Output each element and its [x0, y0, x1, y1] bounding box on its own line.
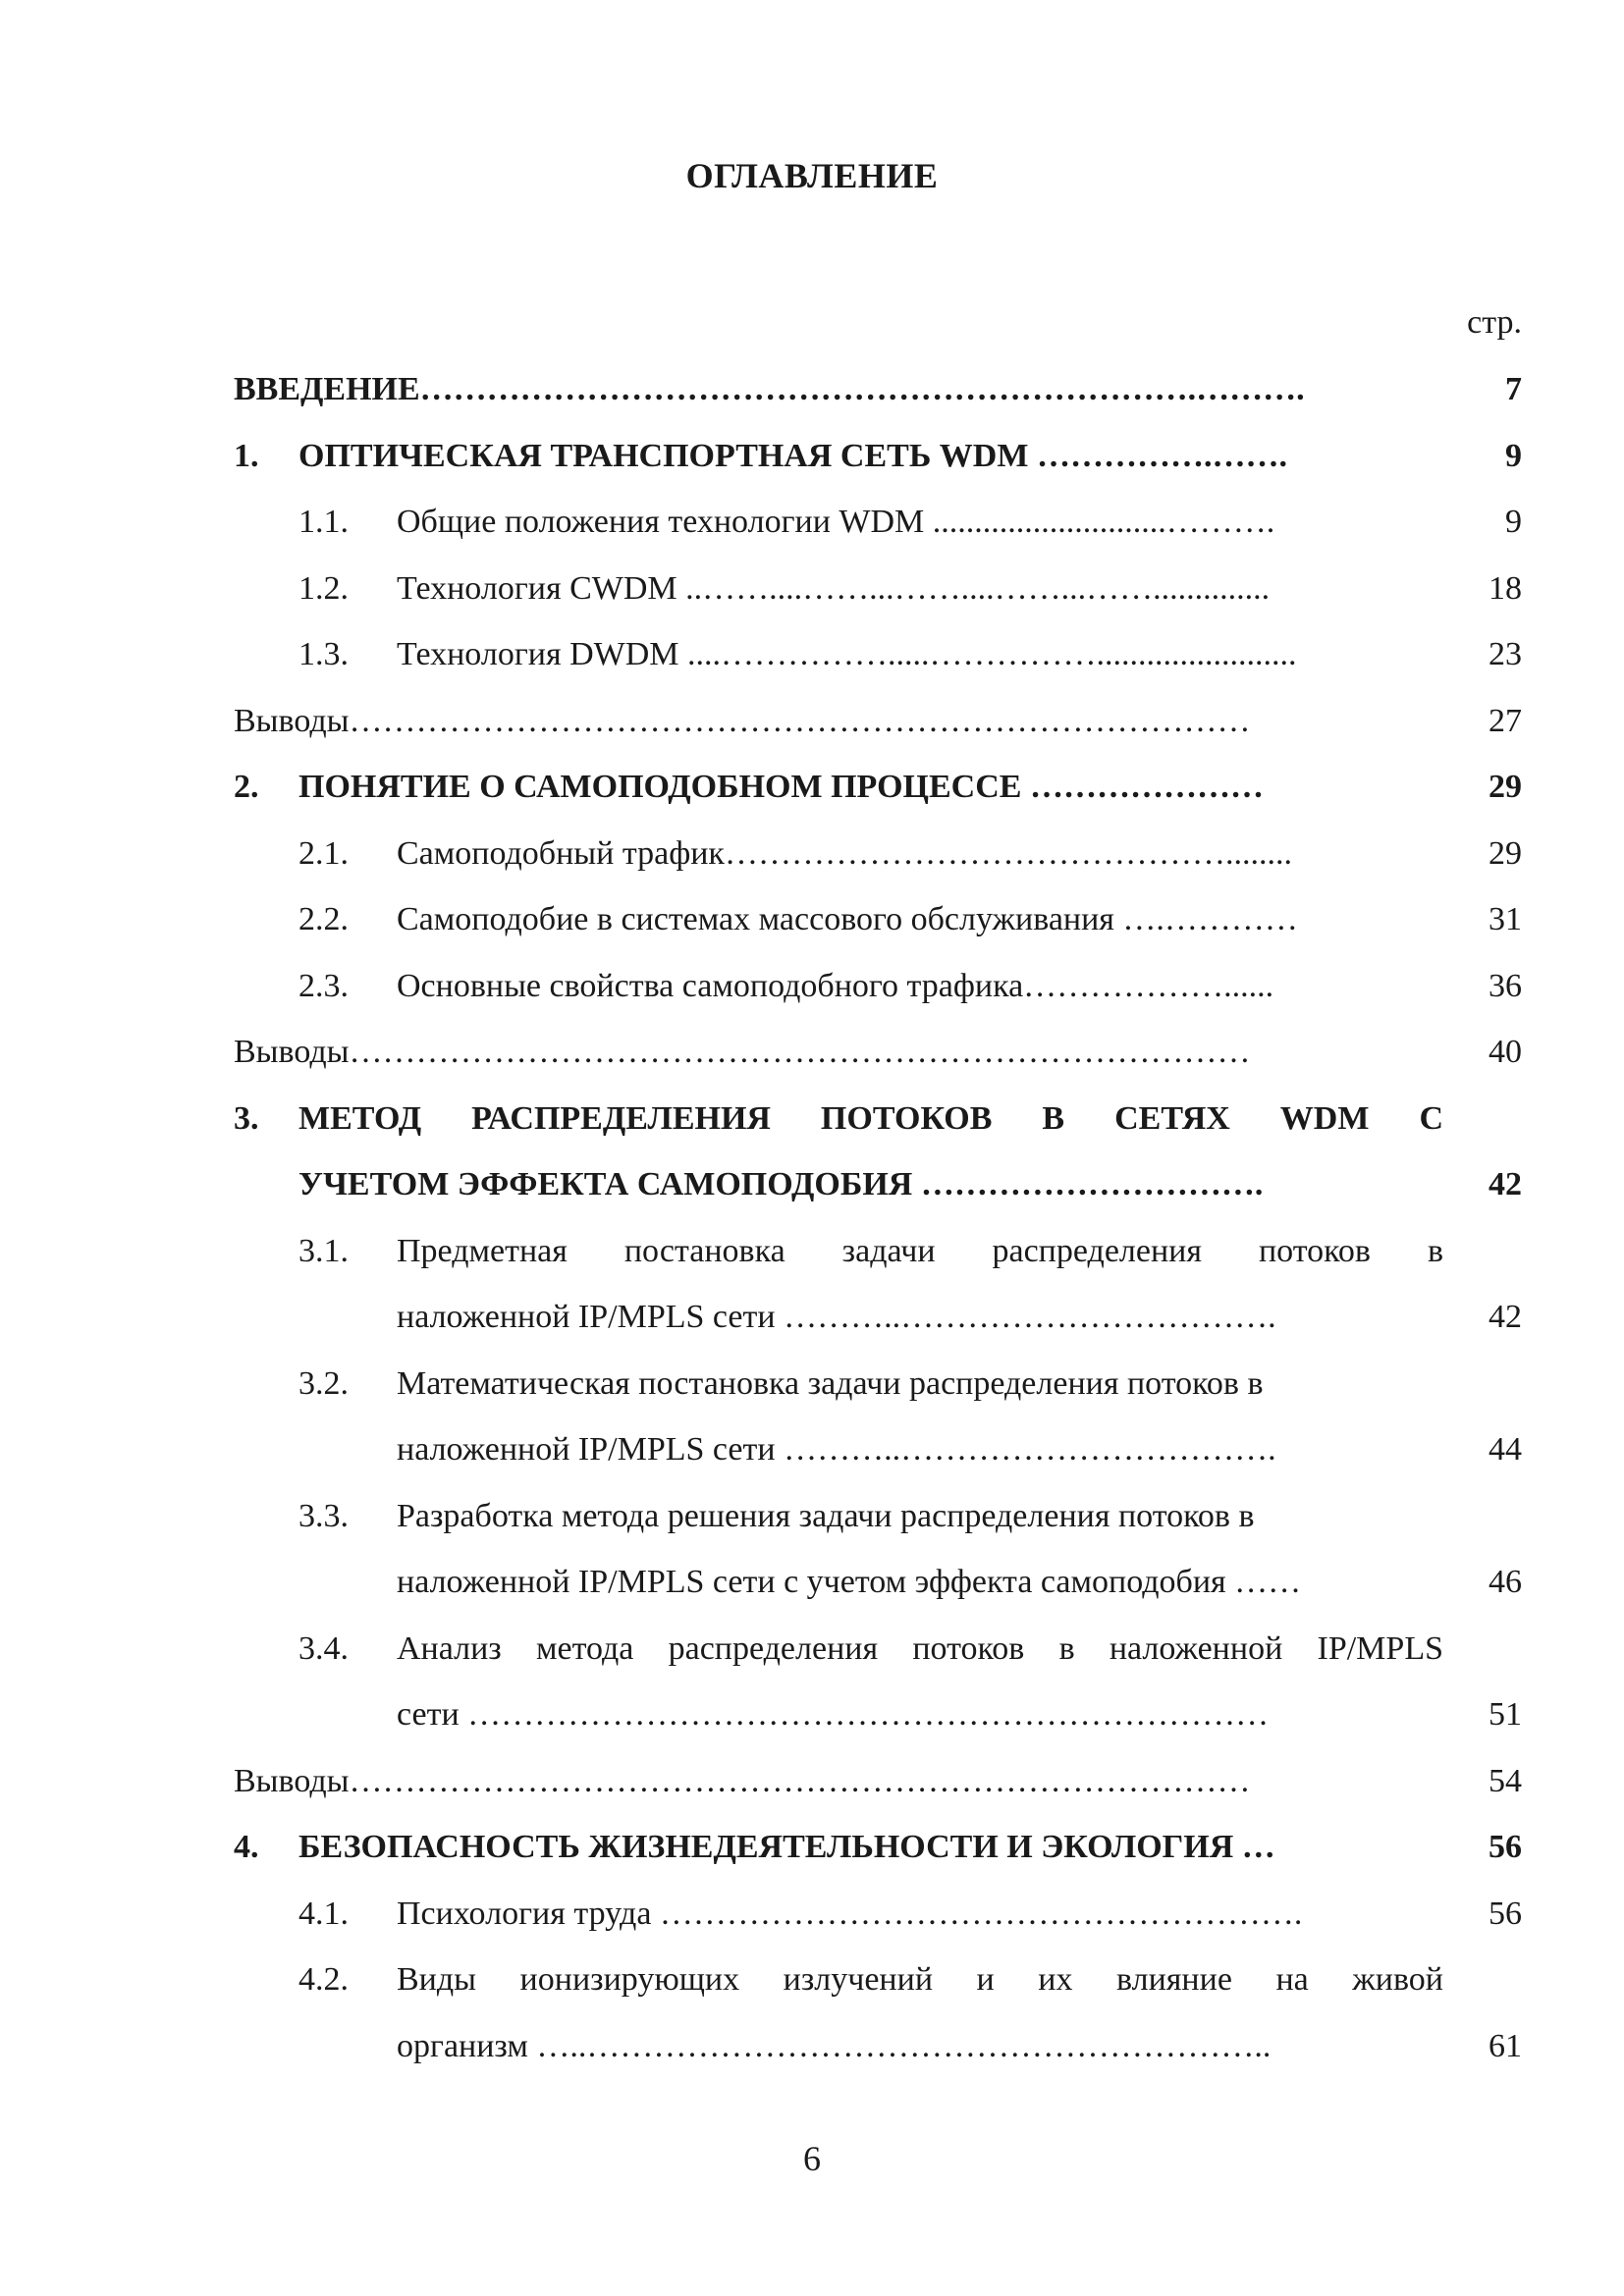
toc-entry-text: организм …..……………………………………………………..: [397, 2028, 1272, 2064]
toc-entry-text: Технология CWDM ..……....……...……....……...……..............: [397, 570, 1271, 607]
toc-entry-section-3-3[interactable]: [234, 1492, 1522, 1541]
toc-entry-conclusions-2[interactable]: [234, 1028, 1522, 1077]
toc-entry-text: Технология DWDM ....…………….....……………........................: [397, 636, 1297, 672]
toc-entry-number: 4.: [234, 1829, 259, 1865]
toc-entry-page: 61: [1489, 2028, 1522, 2064]
toc-entry-conclusions-3[interactable]: [234, 1757, 1522, 1806]
toc-entry-text: УЧЕТОМ ЭФФЕКТА САМОПОДОБИЯ ………………………….: [298, 1166, 1264, 1202]
toc-entry-number: 3.2.: [298, 1365, 349, 1402]
toc-entry-page: 29: [1489, 835, 1522, 872]
toc-entry-number: 1.: [234, 438, 259, 474]
toc-entry-section-2-3[interactable]: [234, 962, 1522, 1011]
page-title: ОГЛАВЛЕНИЕ: [685, 156, 939, 195]
toc-entry-page: 54: [1489, 1763, 1522, 1799]
toc-entry-section-3-2[interactable]: [234, 1360, 1522, 1409]
toc-entry-section-1-2[interactable]: [234, 564, 1522, 614]
toc-entry-section-4-2-continued[interactable]: [234, 2022, 1522, 2071]
toc-entry-text: Выводы………………………………………………………………………: [234, 703, 1251, 739]
toc-entry-number: 1.2.: [298, 570, 349, 607]
toc-entry-number: 2.: [234, 769, 259, 805]
page-column-label: стр.: [1467, 304, 1522, 341]
toc-entry-text: ОПТИЧЕСКАЯ ТРАНСПОРТНАЯ СЕТЬ WDM …………….…….: [298, 438, 1287, 474]
toc-entry-text: наложенной IP/MPLS сети ………..…………………………….: [397, 1431, 1276, 1468]
toc-entry-number: 1.1.: [298, 504, 349, 540]
toc-entry-text: Виды ионизирующих излучений и их влияние на живой: [397, 1961, 1443, 1998]
toc-entry-page: 31: [1489, 901, 1522, 937]
toc-entry-number: 2.3.: [298, 968, 349, 1004]
toc-entry-section-3-4-continued[interactable]: [234, 1690, 1522, 1739]
toc-entry-page: 36: [1489, 968, 1522, 1004]
toc-entry-chapter-3[interactable]: [234, 1095, 1522, 1144]
toc-entry-text: Общие положения технологии WDM ............................……….: [397, 504, 1275, 540]
toc-entry-page: 18: [1489, 570, 1522, 607]
toc-entry-text: Психология труда ………………………………………………….: [397, 1896, 1303, 1932]
toc-entry-page: 56: [1489, 1896, 1522, 1932]
toc-entry-section-4-1[interactable]: [234, 1890, 1522, 1939]
toc-entry-conclusions-1[interactable]: [234, 697, 1522, 746]
toc-entry-section-3-1[interactable]: [234, 1227, 1522, 1276]
toc-entry-section-2-2[interactable]: [234, 895, 1522, 944]
toc-entry-text: наложенной IP/MPLS сети ………..…………………………….: [397, 1299, 1276, 1335]
toc-entry-text: ВВЕДЕНИЕ…………………………………………………………….……….: [234, 371, 1305, 407]
toc-entry-chapter-2[interactable]: [234, 763, 1522, 812]
toc-entry-section-1-1[interactable]: [234, 498, 1522, 547]
toc-entry-chapter-3-continued[interactable]: [234, 1160, 1522, 1209]
toc-entry-page: 51: [1489, 1696, 1522, 1733]
toc-entry-page: 9: [1505, 504, 1522, 540]
toc-entry-text: Основные свойства самоподобного трафика………………......: [397, 968, 1274, 1004]
toc-entry-number: 3.1.: [298, 1233, 349, 1269]
toc-entry-section-3-3-continued[interactable]: [234, 1558, 1522, 1607]
toc-entry-number: 1.3.: [298, 636, 349, 672]
toc-entry-number: 3.4.: [298, 1630, 349, 1667]
toc-entry-text: Математическая постановка задачи распределения потоков в: [397, 1365, 1264, 1402]
toc-entry-section-4-2[interactable]: [234, 1955, 1522, 2004]
toc-entry-page: 42: [1489, 1166, 1522, 1202]
toc-entry-text: Выводы………………………………………………………………………: [234, 1763, 1251, 1799]
toc-entry-text: Предметная постановка задачи распределения потоков в: [397, 1233, 1443, 1269]
toc-entry-number: 3.3.: [298, 1498, 349, 1534]
toc-entry-text: Самоподобие в системах массового обслуживания ….…………: [397, 901, 1298, 937]
toc-entry-chapter-1[interactable]: [234, 432, 1522, 481]
toc-entry-text: Разработка метода решения задачи распределения потоков в: [397, 1498, 1255, 1534]
toc-entry-page: 46: [1489, 1564, 1522, 1600]
toc-entry-page: 7: [1505, 371, 1522, 407]
toc-entry-page: 29: [1489, 769, 1522, 805]
toc-entry-text: МЕТОД РАСПРЕДЕЛЕНИЯ ПОТОКОВ В СЕТЯХ WDM С: [298, 1100, 1443, 1137]
toc-entry-page: 40: [1489, 1034, 1522, 1070]
toc-entry-text: сети ………………………………………………………………: [397, 1696, 1270, 1733]
toc-entry-section-2-1[interactable]: [234, 829, 1522, 879]
toc-entry-chapter-4[interactable]: [234, 1823, 1522, 1872]
toc-entry-page: 56: [1489, 1829, 1522, 1865]
page-number: 6: [803, 2139, 821, 2178]
toc-entry-section-3-4[interactable]: [234, 1625, 1522, 1674]
toc-entry-text: БЕЗОПАСНОСТЬ ЖИЗНЕДЕЯТЕЛЬНОСТИ И ЭКОЛОГИЯ …: [298, 1829, 1275, 1865]
toc-entry-page: 42: [1489, 1299, 1522, 1335]
toc-entry-number: 3.: [234, 1100, 259, 1137]
toc-entry-section-1-3[interactable]: [234, 630, 1522, 679]
toc-entry-page: 9: [1505, 438, 1522, 474]
toc-entry-text: Самоподобный трафик………………………………………........: [397, 835, 1292, 872]
toc-entry-number: 4.1.: [298, 1896, 349, 1932]
toc-entry-introduction[interactable]: [234, 365, 1522, 414]
toc-entry-number: 2.1.: [298, 835, 349, 872]
toc-entry-page: 44: [1489, 1431, 1522, 1468]
toc-entry-text: Анализ метода распределения потоков в наложенной IP/MPLS: [397, 1630, 1443, 1667]
toc-entry-section-3-2-continued[interactable]: [234, 1425, 1522, 1474]
toc-entry-number: 4.2.: [298, 1961, 349, 1998]
toc-entry-section-3-1-continued[interactable]: [234, 1293, 1522, 1342]
toc-entry-number: 2.2.: [298, 901, 349, 937]
toc-entry-page: 27: [1489, 703, 1522, 739]
toc-entry-text: ПОНЯТИЕ О САМОПОДОБНОМ ПРОЦЕССЕ …………………: [298, 769, 1264, 805]
toc-entry-page: 23: [1489, 636, 1522, 672]
toc-entry-text: Выводы………………………………………………………………………: [234, 1034, 1251, 1070]
toc-entry-text: наложенной IP/MPLS сети с учетом эффекта самоподобия ……: [397, 1564, 1302, 1600]
